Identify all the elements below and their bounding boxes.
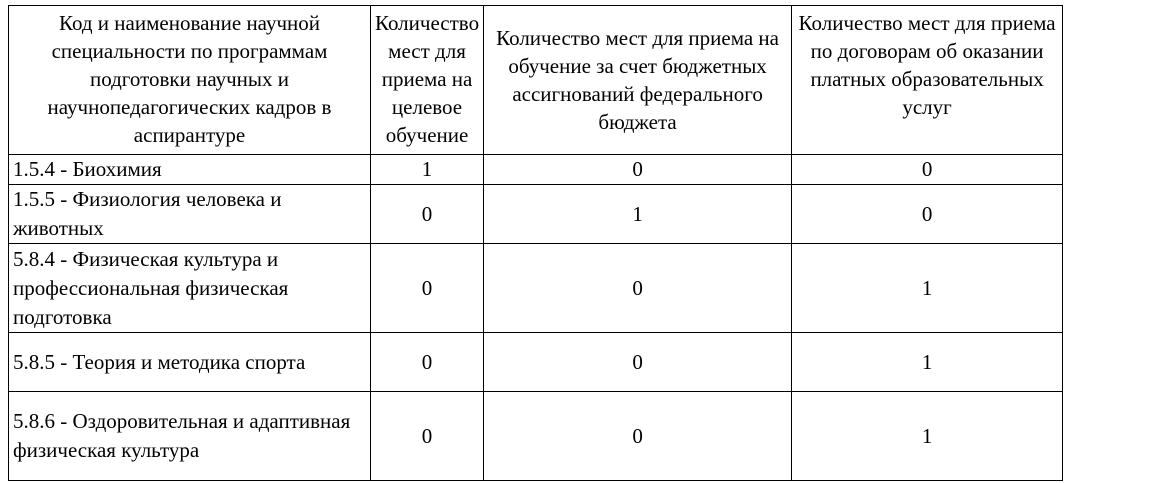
- paid-places-value: 0: [792, 185, 1063, 244]
- budget-places-value: 1: [484, 185, 792, 244]
- budget-places-value: 0: [484, 244, 792, 333]
- paid-places-value: 1: [792, 392, 1063, 481]
- paid-places-value: 1: [792, 333, 1063, 392]
- header-budget-places: Количество мест для приема на обучение за счет бюджетных ассигнований федерального бюджета: [484, 6, 792, 155]
- table-row: [9, 244, 1063, 333]
- header-specialty: Код и наименование научной специальности по программам подготовки научных и научнопедагогических кадров в аспирантуре: [9, 6, 371, 155]
- specialty-name: 5.8.5 - Теория и методика спорта: [9, 333, 371, 392]
- specialty-name: 1.5.5 - Физиология человека и животных: [9, 185, 371, 244]
- target-places-value: 0: [371, 392, 484, 481]
- paid-places-value: 1: [792, 244, 1063, 333]
- target-places-value: 0: [371, 333, 484, 392]
- specialty-name: 5.8.4 - Физическая культура и профессиональная физическая подготовка: [9, 244, 371, 333]
- paid-places-value: 0: [792, 155, 1063, 185]
- header-paid-places: Количество мест для приема по договорам об оказании платных образовательных услуг: [792, 6, 1063, 155]
- specialty-name: 1.5.4 - Биохимия: [9, 155, 371, 185]
- budget-places-value: 0: [484, 392, 792, 481]
- header-target-places: Количество мест для приема на целевое обучение: [371, 6, 484, 155]
- table-row: [9, 155, 1063, 185]
- table-row: [9, 333, 1063, 392]
- budget-places-value: 0: [484, 155, 792, 185]
- target-places-value: 1: [371, 155, 484, 185]
- target-places-value: 0: [371, 244, 484, 333]
- target-places-value: 0: [371, 185, 484, 244]
- admission-places-table: [8, 5, 1063, 481]
- table-row: [9, 185, 1063, 244]
- table-header-row: [9, 6, 1063, 155]
- specialty-name: 5.8.6 - Оздоровительная и адаптивная физическая культура: [9, 392, 371, 481]
- table-row: [9, 392, 1063, 481]
- budget-places-value: 0: [484, 333, 792, 392]
